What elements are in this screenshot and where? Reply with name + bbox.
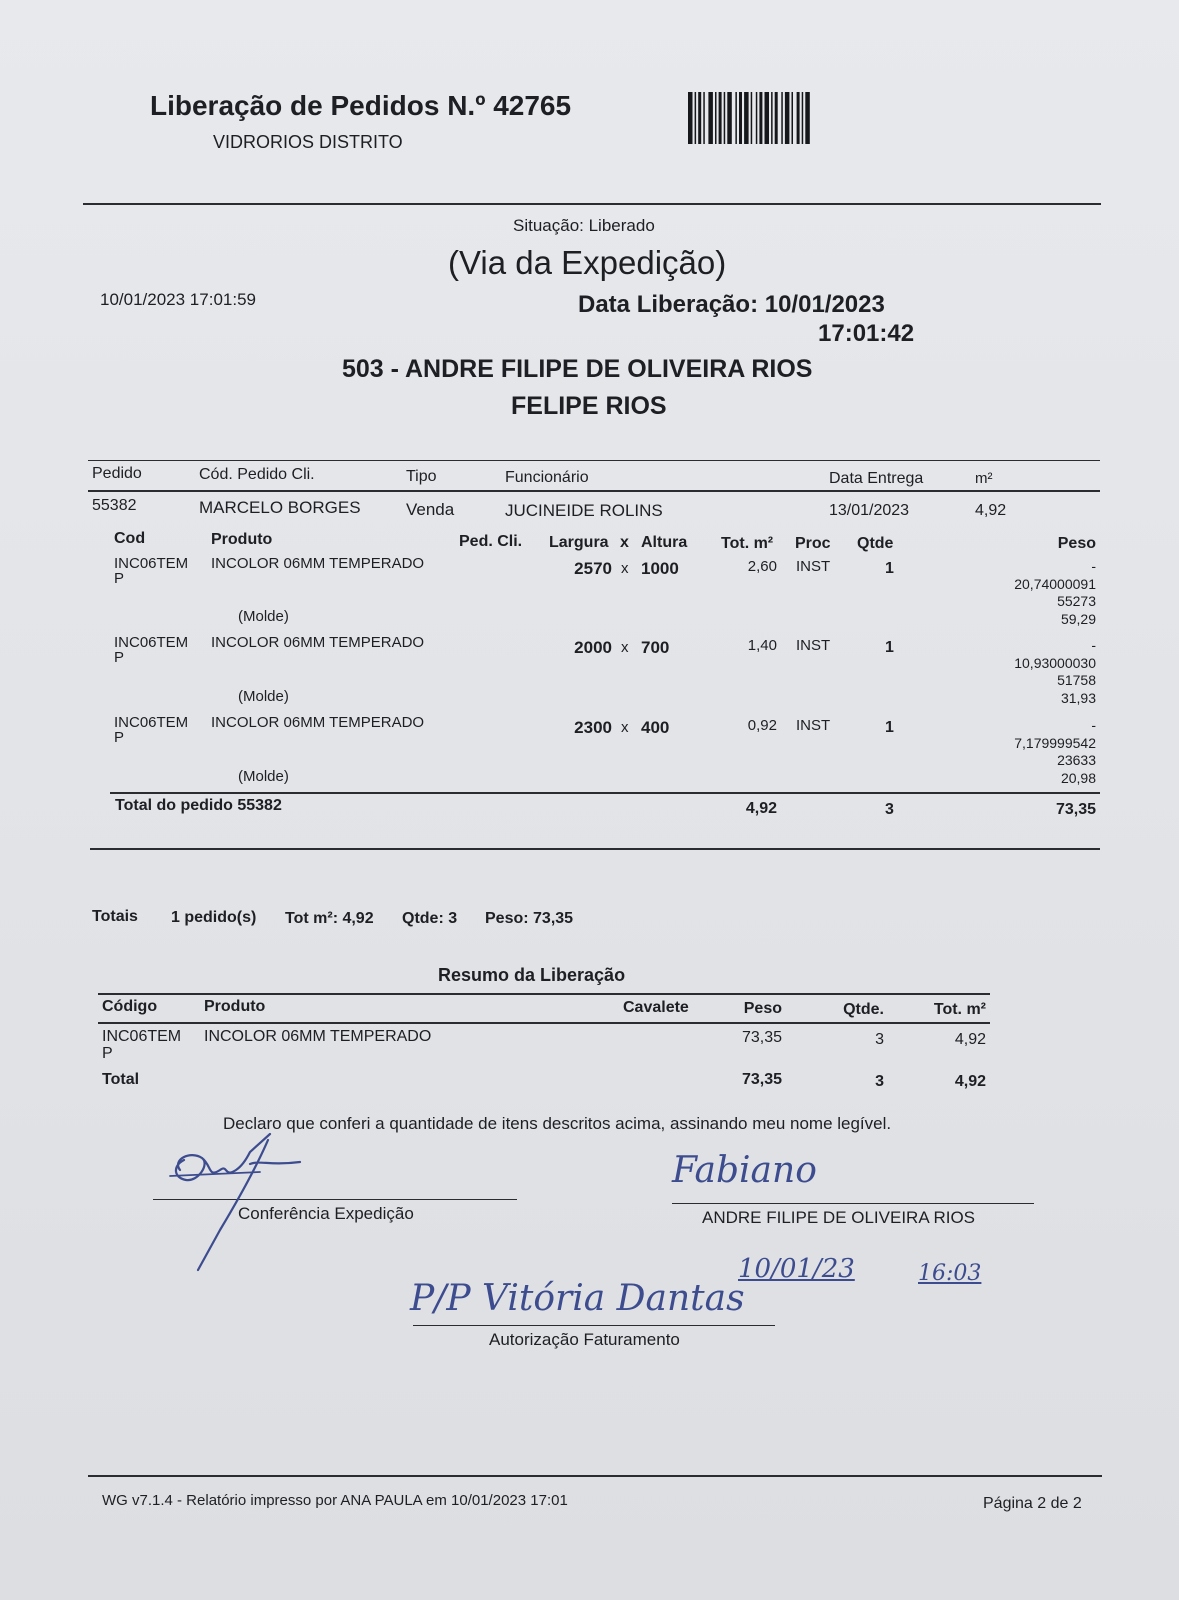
items-col-peso: Peso	[1057, 535, 1096, 552]
summary-total-peso: 73,35	[741, 1071, 782, 1088]
item-proc: INST	[796, 717, 831, 734]
order-total-label: Total do pedido 55382	[115, 797, 282, 814]
item-peso-dash: -	[1091, 637, 1096, 653]
summary-top-rule	[98, 993, 990, 995]
autorizacao-signature-line	[413, 1325, 775, 1326]
item-molde: (Molde)	[238, 608, 289, 625]
summary-col-cavalete: Cavalete	[623, 999, 689, 1016]
client-name: 503 - ANDRE FILIPE DE OLIVEIRA RIOS	[342, 355, 813, 383]
items-total-rule	[110, 792, 1100, 794]
summary-produto: INCOLOR 06MM TEMPERADO	[204, 1028, 432, 1045]
item-cod: INC06TEM	[114, 714, 189, 731]
handwritten-date: 10/01/23	[738, 1254, 855, 1284]
summary-col-codigo: Código	[102, 998, 158, 1015]
order-col-pedido: Pedido	[92, 465, 142, 482]
items-col-qtde: Qtde	[857, 535, 894, 552]
order-funcionario: JUCINEIDE ROLINS	[505, 501, 663, 520]
items-col-cod: Cod	[114, 530, 146, 547]
summary-qtde: 3	[875, 1031, 884, 1048]
order-cod-pedido-cli: MARCELO BORGES	[199, 498, 361, 517]
printed-timestamp: 10/01/2023 17:01:59	[100, 290, 256, 309]
items-col-x: x	[620, 534, 629, 551]
item-x: x	[621, 560, 629, 577]
item-altura: 700	[641, 638, 670, 657]
release-date: Data Liberação: 10/01/2023	[578, 291, 885, 318]
item-tot-m2: 1,40	[747, 637, 777, 654]
conferencia-signature-line	[153, 1199, 517, 1200]
barcode-icon	[688, 92, 868, 144]
handwritten-time: 16:03	[918, 1261, 982, 1286]
header-divider	[83, 203, 1101, 205]
summary-col-tot-m2: Tot. m²	[933, 1001, 986, 1018]
item-cod-cont: P	[114, 570, 125, 587]
order-col-cod-pedido: Cód. Pedido Cli.	[199, 466, 315, 483]
item-produto: INCOLOR 06MM TEMPERADO	[211, 555, 425, 572]
handwritten-authorization: P/P Vitória Dantas	[410, 1278, 745, 1319]
item-proc: INST	[796, 558, 831, 575]
client-signature: Fabiano	[672, 1150, 817, 1191]
order-table-top-rule	[88, 460, 1100, 461]
conferencia-label: Conferência Expedição	[238, 1204, 414, 1223]
item-qtde: 1	[885, 639, 894, 656]
item-peso-dash: -	[1091, 717, 1096, 733]
items-col-altura: Altura	[641, 534, 688, 551]
order-col-m2: m²	[975, 470, 993, 487]
order-total-m2: 4,92	[745, 800, 777, 817]
item-cod: INC06TEM	[114, 555, 189, 572]
order-table-header-rule	[88, 490, 1100, 492]
summary-total-label: Total	[102, 1071, 140, 1088]
summary-col-peso: Peso	[743, 1000, 782, 1017]
item-peso-value: 59,29	[1060, 611, 1096, 627]
autorizacao-label: Autorização Faturamento	[489, 1330, 680, 1349]
item-molde: (Molde)	[238, 768, 289, 785]
item-peso-a: 7,179999542	[1014, 735, 1096, 751]
items-col-proc: Proc	[795, 535, 831, 552]
item-x: x	[621, 719, 629, 736]
order-total-peso: 73,35	[1055, 801, 1096, 818]
order-col-data-entrega: Data Entrega	[829, 470, 924, 487]
totals-label: Totais	[92, 908, 138, 925]
item-tot-m2: 0,92	[747, 717, 777, 734]
summary-total-qtde: 3	[875, 1073, 884, 1090]
copy-label: (Via da Expedição)	[448, 244, 727, 281]
item-peso-value: 31,93	[1060, 690, 1096, 706]
totals-qtde: Qtde: 3	[402, 910, 458, 927]
items-col-tot-m2: Tot. m²	[721, 535, 774, 552]
conferencia-signature	[150, 1130, 320, 1275]
release-time: 17:01:42	[818, 320, 915, 347]
summary-col-produto: Produto	[204, 998, 266, 1015]
totals-pedidos: 1 pedido(s)	[171, 909, 257, 926]
summary-title: Resumo da Liberação	[438, 965, 626, 985]
items-col-produto: Produto	[211, 531, 273, 548]
item-peso-value: 20,98	[1060, 770, 1096, 786]
item-cod: INC06TEM	[114, 634, 189, 651]
company-name: VIDRORIOS DISTRITO	[213, 132, 403, 152]
item-largura: 2300	[574, 718, 612, 737]
item-largura: 2000	[574, 638, 612, 657]
summary-tot-m2: 4,92	[954, 1031, 986, 1048]
items-col-largura: Largura	[549, 534, 609, 551]
item-qtde: 1	[885, 560, 894, 577]
client-signature-name: ANDRE FILIPE DE OLIVEIRA RIOS	[702, 1208, 976, 1227]
item-peso-b: 23633	[1057, 752, 1096, 768]
totals-peso: Peso: 73,35	[485, 910, 574, 927]
item-altura: 1000	[641, 559, 679, 578]
status-label: Situação: Liberado	[513, 216, 655, 235]
summary-total-tot-m2: 4,92	[954, 1073, 986, 1090]
order-end-rule	[90, 848, 1100, 850]
item-molde: (Molde)	[238, 688, 289, 705]
client-alias: FELIPE RIOS	[511, 392, 667, 420]
summary-header-rule	[98, 1022, 990, 1024]
order-pedido: 55382	[92, 497, 137, 514]
summary-codigo-cont: P	[102, 1045, 113, 1062]
item-produto: INCOLOR 06MM TEMPERADO	[211, 634, 425, 651]
footer-rule	[88, 1475, 1102, 1477]
summary-col-qtde: Qtde.	[843, 1001, 884, 1018]
item-cod-cont: P	[114, 729, 125, 746]
item-proc: INST	[796, 637, 831, 654]
order-col-tipo: Tipo	[406, 468, 437, 485]
document-title: Liberação de Pedidos N.º 42765	[150, 90, 572, 121]
order-data-entrega: 13/01/2023	[829, 502, 910, 519]
order-tipo: Venda	[406, 500, 455, 519]
order-total-qtde: 3	[885, 801, 894, 818]
item-peso-a: 20,74000091	[1014, 576, 1096, 592]
declaration-text: Declaro que conferi a quantidade de itens descritos acima, assinando meu nome legível.	[223, 1114, 892, 1133]
item-x: x	[621, 639, 629, 656]
item-peso-b: 51758	[1057, 672, 1096, 688]
item-peso-b: 55273	[1057, 593, 1096, 609]
items-col-ped-cli: Ped. Cli.	[459, 533, 523, 550]
footer-page-number: Página 2 de 2	[983, 1495, 1082, 1512]
item-altura: 400	[641, 718, 670, 737]
client-signature-line	[672, 1203, 1034, 1204]
footer-printed-by: WG v7.1.4 - Relatório impresso por ANA PAULA em 10/01/2023 17:01	[102, 1492, 568, 1509]
order-m2: 4,92	[975, 502, 1007, 519]
item-peso-a: 10,93000030	[1014, 655, 1096, 671]
summary-codigo: INC06TEM	[102, 1028, 182, 1045]
item-qtde: 1	[885, 719, 894, 736]
item-largura: 2570	[574, 559, 612, 578]
summary-peso: 73,35	[741, 1029, 782, 1046]
totals-m2: Tot m²: 4,92	[285, 910, 374, 927]
item-cod-cont: P	[114, 649, 125, 666]
order-col-funcionario: Funcionário	[505, 469, 589, 486]
item-tot-m2: 2,60	[747, 558, 777, 575]
item-produto: INCOLOR 06MM TEMPERADO	[211, 714, 425, 731]
item-peso-dash: -	[1091, 558, 1096, 574]
